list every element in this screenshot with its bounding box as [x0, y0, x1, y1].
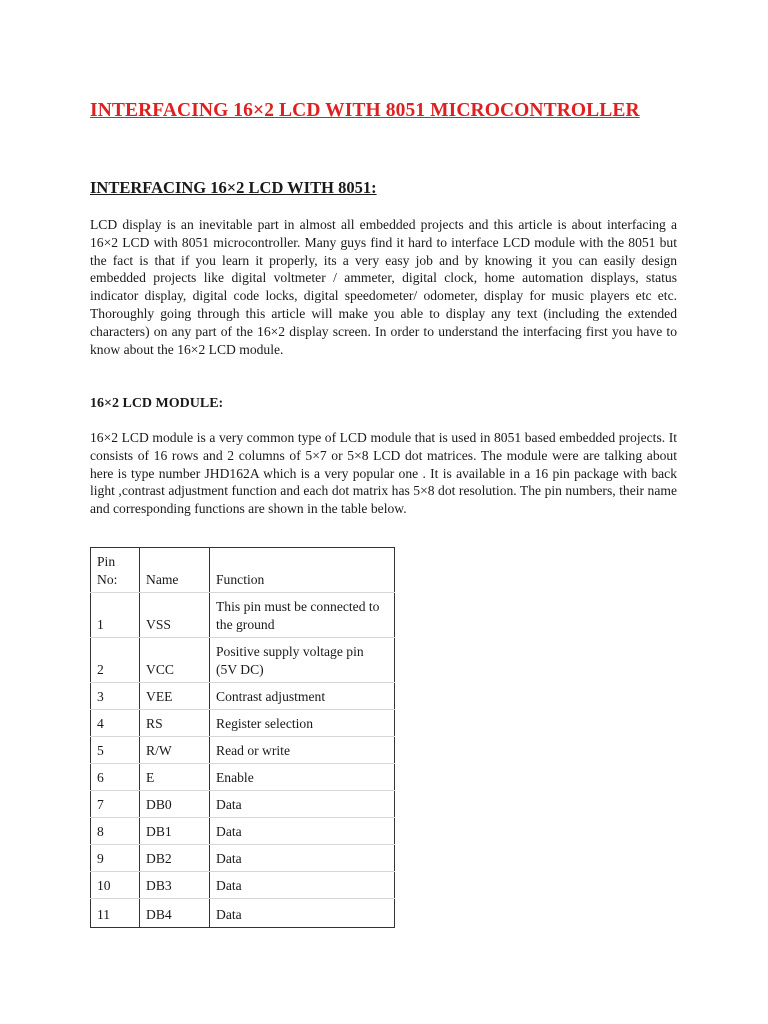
pin-table — [90, 547, 395, 928]
pin-name: DB3 — [140, 872, 210, 899]
pin-function: Positive supply voltage pin (5V DC) — [210, 638, 395, 683]
pin-function: Register selection — [210, 710, 395, 737]
document-title: INTERFACING 16×2 LCD WITH 8051 MICROCONTROLLER — [90, 100, 640, 121]
table-row — [91, 764, 395, 791]
pin-function: Data — [210, 845, 395, 872]
pin-name: VSS — [140, 593, 210, 638]
pin-name: R/W — [140, 737, 210, 764]
header-name: Name — [140, 548, 210, 593]
table-row — [91, 845, 395, 872]
table-row — [91, 791, 395, 818]
table-row — [91, 638, 395, 683]
pin-function: Data — [210, 818, 395, 845]
pin-name: VCC — [140, 638, 210, 683]
pin-number: 1 — [91, 593, 140, 638]
section-heading: INTERFACING 16×2 LCD WITH 8051: — [90, 178, 377, 197]
module-paragraph: 16×2 LCD module is a very common type of LCD module that is used in 8051 based embedded projects. It consists of 16 rows and 2 columns of 5×7 or 5×8 LCD dot matrices. The module were are talking about here is type number JHD162A which is a very popular one . It is available in a 16 pin package with back light ,contrast adjustment function and each dot matrix has 5×8 dot resolution. The pin numbers, their name and corresponding functions are shown in the table below. — [90, 430, 677, 517]
pin-number: 5 — [91, 737, 140, 764]
table-row — [91, 710, 395, 737]
pin-name: DB4 — [140, 899, 210, 928]
pin-number: 8 — [91, 818, 140, 845]
header-pin-no: Pin No: — [91, 548, 140, 593]
pin-name: VEE — [140, 683, 210, 710]
pin-name: DB2 — [140, 845, 210, 872]
pin-name: DB1 — [140, 818, 210, 845]
table-header-row — [91, 548, 395, 593]
table-row — [91, 872, 395, 899]
header-function: Function — [210, 548, 395, 593]
table-row — [91, 899, 395, 928]
pin-number: 11 — [91, 899, 140, 928]
pin-function: Read or write — [210, 737, 395, 764]
table-row — [91, 593, 395, 638]
pin-number: 9 — [91, 845, 140, 872]
pin-number: 2 — [91, 638, 140, 683]
pin-name: E — [140, 764, 210, 791]
pin-number: 3 — [91, 683, 140, 710]
pin-function: Data — [210, 791, 395, 818]
pin-function: Contrast adjustment — [210, 683, 395, 710]
pin-function: Data — [210, 899, 395, 928]
pin-number: 7 — [91, 791, 140, 818]
table-row — [91, 683, 395, 710]
pin-number: 10 — [91, 872, 140, 899]
table-row — [91, 818, 395, 845]
pin-name: RS — [140, 710, 210, 737]
pin-function: This pin must be connected to the ground — [210, 593, 395, 638]
pin-number: 4 — [91, 710, 140, 737]
pin-name: DB0 — [140, 791, 210, 818]
pin-number: 6 — [91, 764, 140, 791]
pin-function: Enable — [210, 764, 395, 791]
table-row — [91, 737, 395, 764]
intro-paragraph: LCD display is an inevitable part in almost all embedded projects and this article is about interfacing a 16×2 LCD with 8051 microcontroller. Many guys find it hard to interface LCD module with the 8051 but the fact is that if you learn it properly, its a very easy job and by knowing it you can easily design embedded projects like digital voltmeter / ammeter, digital clock, home automation displays, status indicator display, digital code locks, digital speedometer/ odometer, display for music players etc etc. Thoroughly going through this article will make you able to display any text (including the extended characters) on any part of the 16×2 display screen. In order to understand the interfacing first you have to know about the 16×2 LCD module. — [90, 217, 677, 357]
module-heading: 16×2 LCD MODULE: — [90, 396, 224, 411]
pin-function: Data — [210, 872, 395, 899]
